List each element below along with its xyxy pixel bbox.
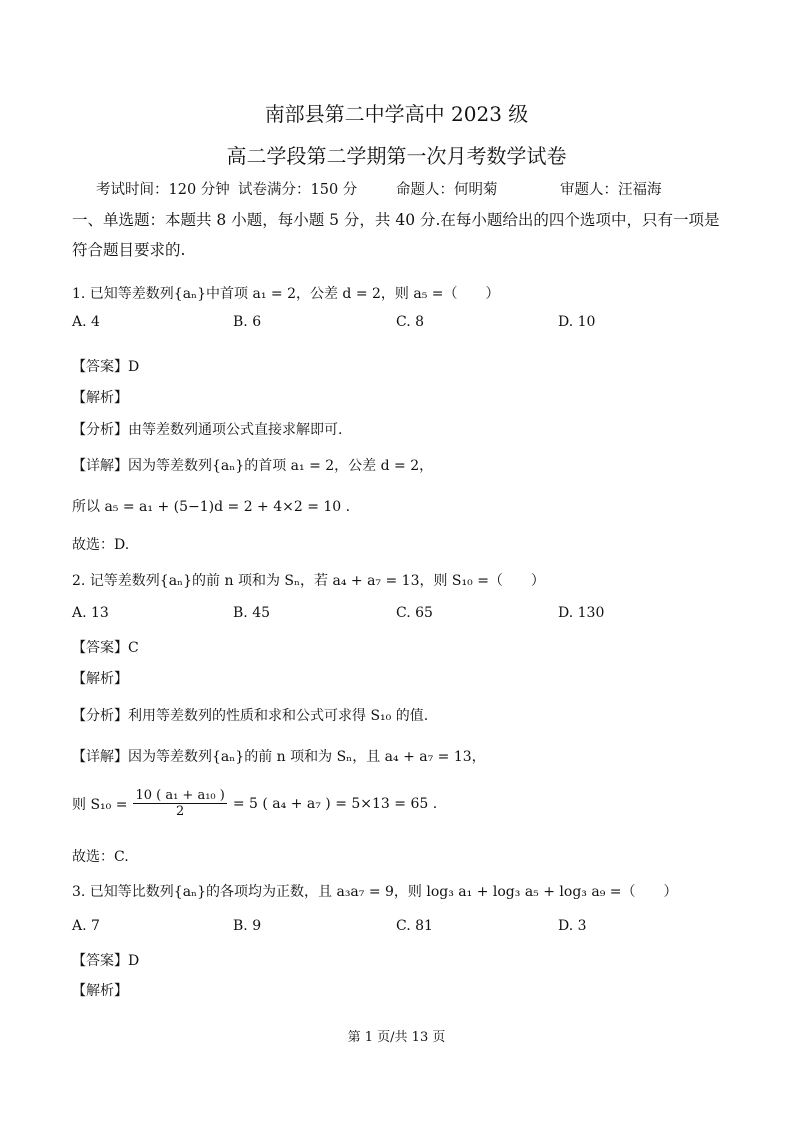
section-heading-line1: 一、单选题：本题共 8 小题，每小题 5 分，共 40 分.在每小题给出的四个选项中，只有一项是 xyxy=(72,211,720,229)
exam-title: 高二学段第二学期第一次月考数学试卷 xyxy=(226,144,567,168)
school-title: 南部县第二中学高中 2023 级 xyxy=(264,102,529,126)
q2-calc-suffix: = 5 ( a₄ + a₇ ) = 5×13 = 65 . xyxy=(232,795,438,812)
q1-calc: 所以 a₅ = a₁ + (5−1)d = 2 + 4×2 = 10 . xyxy=(72,499,351,515)
q3-option-c: C. 81 xyxy=(396,918,433,934)
q2-calc-numerator: 10 ( a₁ + a₁₀ ) xyxy=(135,788,225,803)
question-3-text: 3. 已知等比数列{aₙ}的各项均为正数，且 a₃a₇ = 9，则 log₃ a₁ + log₃ a₅ + log₃ a₉ =（ ） xyxy=(72,884,678,900)
q2-fenxi: 【分析】利用等差数列的性质和求和公式可求得 S₁₀ 的值. xyxy=(72,708,429,724)
q1-option-d: D. 10 xyxy=(558,314,596,330)
reviewer: 审题人：汪福海 xyxy=(560,182,662,198)
q1-answer: 【答案】D xyxy=(72,359,140,375)
q2-calc-fraction xyxy=(133,788,226,819)
q2-conclusion: 故选：C. xyxy=(72,849,129,865)
q3-analysis-label: 【解析】 xyxy=(72,983,128,999)
q2-option-b: B. 45 xyxy=(233,605,271,621)
section-heading-line2: 符合题目要求的. xyxy=(72,241,186,259)
question-1-text: 1. 已知等差数列{aₙ}中首项 a₁ = 2，公差 d = 2，则 a₅ =（ ） xyxy=(72,286,500,302)
page-number: 第 1 页/共 13 页 xyxy=(347,1030,446,1045)
q1-xiangjie: 【详解】因为等差数列{aₙ}的首项 a₁ = 2，公差 d = 2， xyxy=(72,458,434,474)
q2-analysis-label: 【解析】 xyxy=(72,671,128,687)
q3-answer: 【答案】D xyxy=(72,953,140,969)
q3-option-a: A. 7 xyxy=(72,918,100,934)
full-score: 试卷满分：150 分 xyxy=(238,182,358,198)
q2-calc xyxy=(72,788,437,819)
q3-option-b: B. 9 xyxy=(233,918,262,934)
q1-option-c: C. 8 xyxy=(396,314,425,330)
q1-fenxi: 【分析】由等差数列通项公式直接求解即可. xyxy=(72,422,343,438)
setter: 命题人：何明菊 xyxy=(396,182,498,198)
q2-calc-denominator: 2 xyxy=(176,804,185,819)
q2-answer: 【答案】C xyxy=(72,640,139,656)
exam-time: 考试时间：120 分钟 xyxy=(96,182,230,198)
q2-xiangjie: 【详解】因为等差数列{aₙ}的前 n 项和为 Sₙ，且 a₄ + a₇ = 13， xyxy=(72,749,486,765)
q2-option-c: C. 65 xyxy=(396,605,433,621)
q3-option-d: D. 3 xyxy=(558,918,587,934)
q1-analysis-label: 【解析】 xyxy=(72,390,128,406)
q2-option-d: D. 130 xyxy=(558,605,605,621)
q1-option-b: B. 6 xyxy=(233,314,262,330)
q1-conclusion: 故选：D. xyxy=(72,537,130,553)
question-2-text: 2. 记等差数列{aₙ}的前 n 项和为 Sₙ，若 a₄ + a₇ = 13，则 S₁₀ =（ ） xyxy=(72,573,545,589)
q2-calc-prefix: 则 S₁₀ = xyxy=(72,796,128,813)
q2-option-a: A. 13 xyxy=(72,605,109,621)
q1-option-a: A. 4 xyxy=(72,314,100,330)
